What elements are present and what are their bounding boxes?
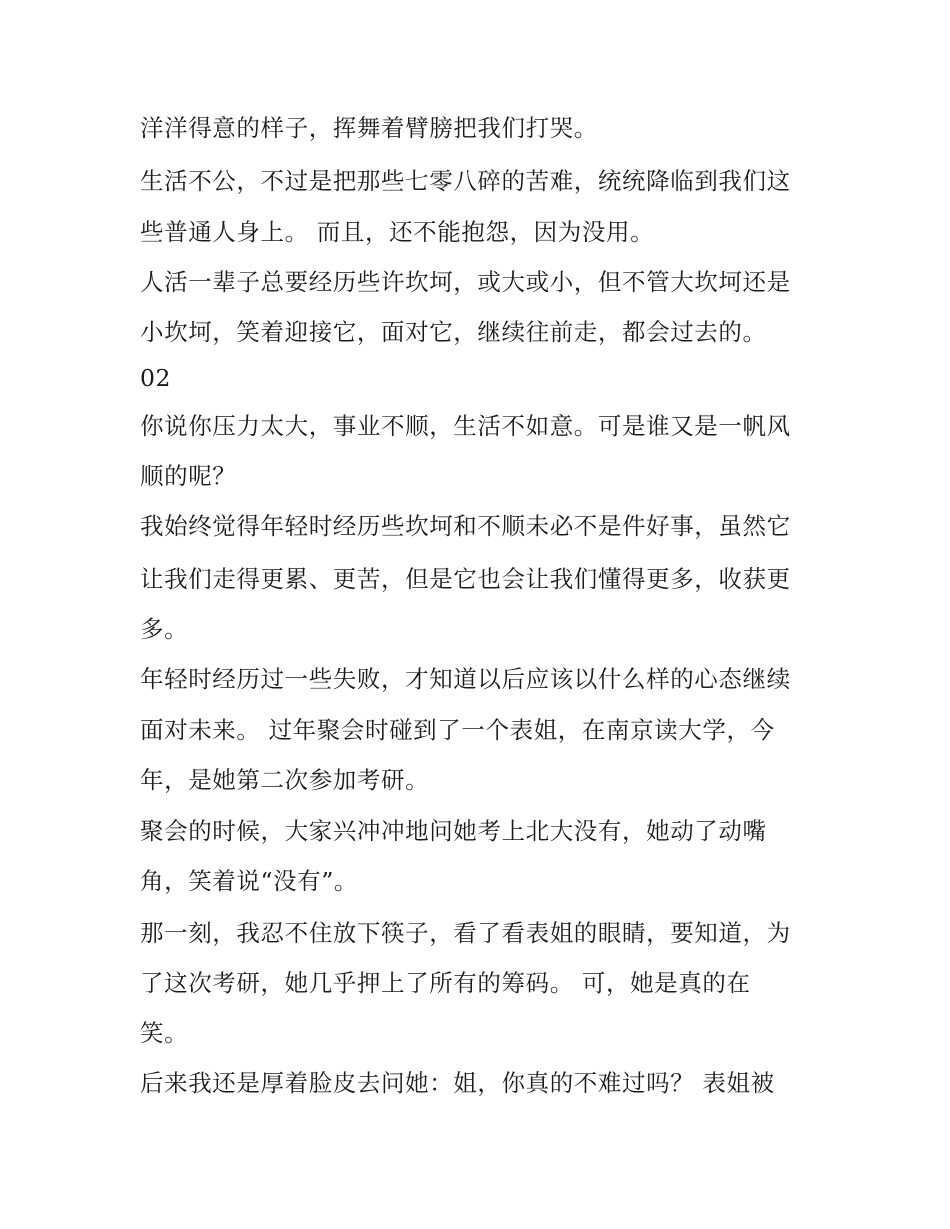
text-line: 了这次考研，她几乎押上了所有的筹码。 可，她是真的在 <box>140 969 751 997</box>
text-line: 多。 <box>140 615 189 643</box>
text-line: 笑。 <box>140 1019 189 1047</box>
text-line: 后来我还是厚着脸皮去问她：姐，你真的不难过吗？ 表姐被 <box>140 1069 775 1097</box>
text-line: 年轻时经历过一些失败，才知道以后应该以什么样的心态继续 <box>140 665 791 693</box>
text-line: 洋洋得意的样子，挥舞着臂膀把我们打哭。 <box>140 114 598 142</box>
text-line: 聚会的时候，大家兴冲冲地问她考上北大没有，她动了动嘴 <box>140 817 767 845</box>
text-line: 面对未来。 过年聚会时碰到了一个表姐，在南京读大学，今 <box>140 716 775 744</box>
text-line: 那一刻，我忍不住放下筷子，看了看表姐的眼睛，要知道，为 <box>140 919 791 947</box>
section-number: 02 <box>140 364 172 392</box>
text-line: 你说你压力太大，事业不顺，生活不如意。可是谁又是一帆风 <box>140 412 791 440</box>
text-line: 顺的呢？ <box>140 462 237 490</box>
text-line: 我始终觉得年轻时经历些坎坷和不顺未必不是件好事，虽然它 <box>140 512 791 540</box>
text-line: 小坎坷，笑着迎接它，面对它，继续往前走，都会过去的。 <box>140 318 767 346</box>
text-line: 让我们走得更累、更苦，但是它也会让我们懂得更多，收获更 <box>140 565 791 593</box>
text-line: 角，笑着说“没有”。 <box>140 867 359 895</box>
text-line: 年，是她第二次参加考研。 <box>140 766 430 794</box>
text-line: 生活不公，不过是把那些七零八碎的苦难，统统降临到我们这 <box>140 167 791 195</box>
text-line: 人活一辈子总要经历些许坎坷，或大或小，但不管大坎坷还是 <box>140 268 791 296</box>
text-line: 些普通人身上。 而且，还不能抱怨，因为没用。 <box>140 218 655 246</box>
